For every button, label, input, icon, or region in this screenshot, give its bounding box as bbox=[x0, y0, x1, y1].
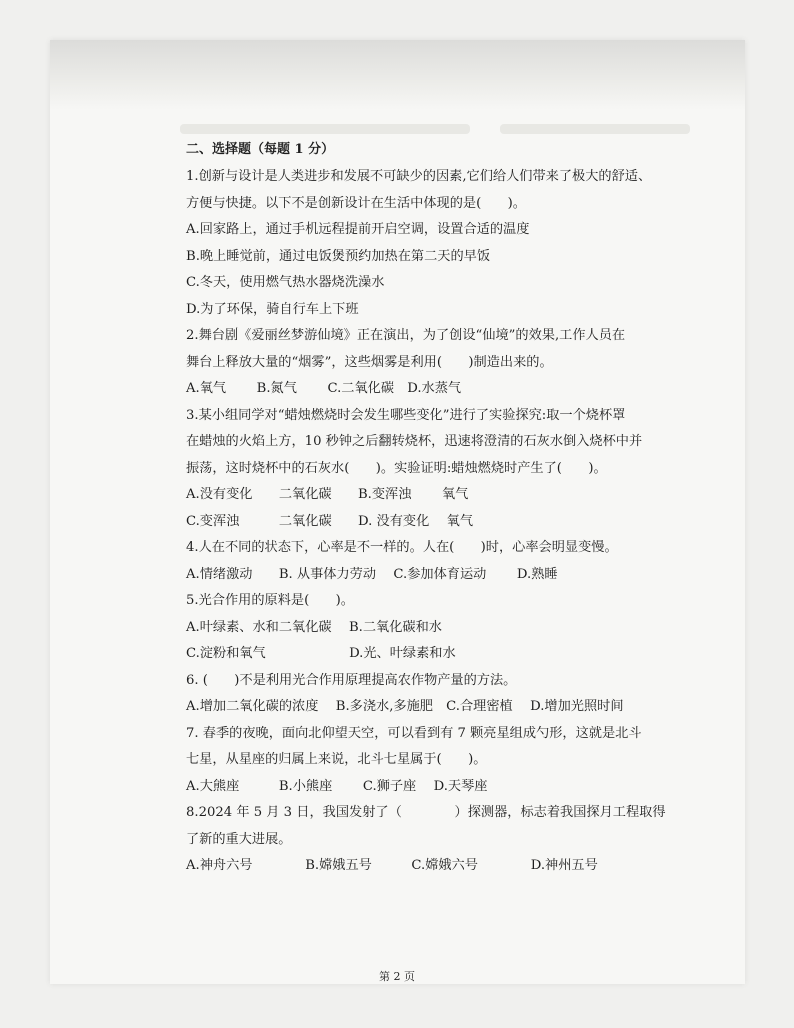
question-text: 4.人在不同的状态下，心率是不一样的。人在( )时，心率会明显变慢。 bbox=[186, 540, 618, 555]
question-section bbox=[186, 140, 666, 880]
section-title: 二、选择题（每题 1 分） bbox=[186, 142, 335, 157]
answer-option: A.叶绿素、水和二氧化碳 B.二氧化碳和水 bbox=[186, 619, 442, 635]
question-text: 3.某小组同学对“蜡烛燃烧时会发生哪些变化”进行了实验探究:取一个烧杯罩 bbox=[186, 407, 626, 423]
question-text: 8.2024 年 5 月 3 日，我国发射了（ ）探测器，标志着我国探月工程取得 bbox=[186, 805, 666, 820]
bleed-through-mark bbox=[500, 124, 690, 134]
answer-option: B.晚上睡觉前，通过电饭煲预约加热在第二天的早饭 bbox=[186, 248, 491, 264]
page-number: 第 2 页 bbox=[379, 970, 415, 983]
question-item bbox=[186, 535, 666, 588]
answer-option: D.为了环保，骑自行车上下班 bbox=[186, 301, 359, 317]
question-text: 5.光合作用的原料是( )。 bbox=[186, 593, 354, 608]
answer-option: C.变浑浊 二氧化碳 D. 没有变化 氧气 bbox=[186, 513, 474, 529]
question-text: 6. ( )不是利用光合作用原理提高农作物产量的方法。 bbox=[186, 672, 517, 688]
question-item bbox=[186, 588, 666, 668]
question-list bbox=[186, 164, 666, 880]
answer-option: A.增加二氧化碳的浓度 B.多浇水,多施肥 C.合理密植 D.增加光照时间 bbox=[186, 699, 624, 714]
question-text: 7. 春季的夜晚，面向北仰望天空，可以看到有 7 颗亮星组成勺形，这就是北斗 bbox=[186, 725, 642, 741]
question-text: 在蜡烛的火焰上方，10 秒钟之后翻转烧杯，迅速将澄清的石灰水倒入烧杯中并 bbox=[186, 434, 643, 449]
answer-option: C.淀粉和氧气 D.光、叶绿素和水 bbox=[186, 646, 456, 661]
question-item bbox=[186, 721, 666, 801]
answer-option: A.情绪激动 B. 从事体力劳动 C.参加体育运动 D.熟睡 bbox=[186, 566, 558, 582]
question-item bbox=[186, 800, 666, 880]
question-item bbox=[186, 164, 666, 323]
question-text: 舞台上释放大量的“烟雾”，这些烟雾是利用( )制造出来的。 bbox=[186, 354, 553, 370]
question-text: 了新的重大进展。 bbox=[186, 831, 292, 847]
answer-option: A.回家路上，通过手机远程提前开启空调，设置合适的温度 bbox=[186, 222, 530, 237]
answer-option: A.没有变化 二氧化碳 B.变浑浊 氧气 bbox=[186, 487, 469, 502]
question-text: 方便与快捷。以下不是创新设计在生活中体现的是( )。 bbox=[186, 195, 526, 211]
question-item bbox=[186, 403, 666, 536]
question-text: 七星，从星座的归属上来说，北斗七星属于( )。 bbox=[186, 752, 487, 767]
question-item bbox=[186, 668, 666, 721]
bleed-through-mark bbox=[180, 124, 470, 134]
question-text: 2.舞台剧《爱丽丝梦游仙境》正在演出，为了创设“仙境”的效果,工作人员在 bbox=[186, 328, 626, 343]
answer-option: A.氧气 B.氮气 C.二氧化碳 D.水蒸气 bbox=[186, 381, 462, 396]
answer-option: C.冬天，使用燃气热水器烧洗澡水 bbox=[186, 275, 385, 290]
question-text: 1.创新与设计是人类进步和发展不可缺少的因素,它们给人们带来了极大的舒适、 bbox=[186, 169, 652, 184]
answer-option: A.大熊座 B.小熊座 C.狮子座 D.天琴座 bbox=[186, 778, 488, 794]
question-item bbox=[186, 323, 666, 403]
answer-option: A.神舟六号 B.嫦娥五号 C.嫦娥六号 D.神州五号 bbox=[186, 858, 598, 873]
scan-shadow bbox=[50, 40, 745, 110]
question-text: 振荡，这时烧杯中的石灰水( )。实验证明:蜡烛燃烧时产生了( )。 bbox=[186, 460, 607, 476]
